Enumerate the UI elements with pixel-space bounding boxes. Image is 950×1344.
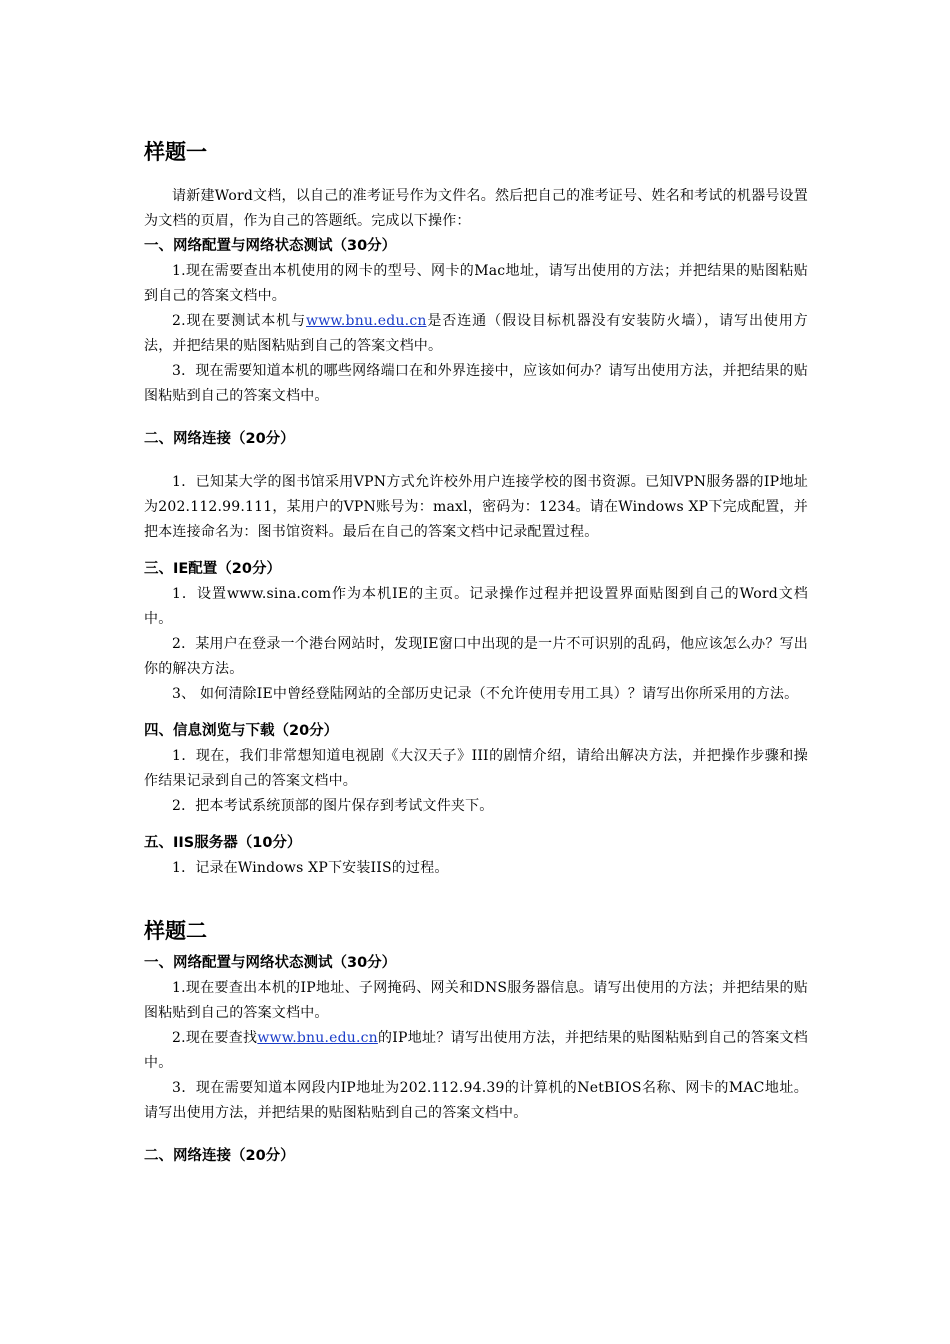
sample2-s1-q3: 3．现在需要知道本网段内IP地址为202.112.94.39的计算机的NetBIOS名称、网卡的MAC地址。请写出使用方法，并把结果的贴图粘贴到自己的答案文档中。: [144, 1080, 808, 1121]
sample1-s2-q1: 1．已知某大学的图书馆采用VPN方式允许校外用户连接学校的图书资源。已知VPN服务器的IP地址为202.112.99.111，某用户的VPN账号为：maxl，密码为：1234。请在Windows XP下完成配置，并把本连接命名为：图书馆资料。最后在自己的答案文档中记录配置过程。: [144, 474, 808, 540]
document-page: [144, 132, 808, 1169]
bnu-link[interactable]: www.bnu.edu.cn: [306, 313, 427, 329]
sample1-s5-q1: 1．记录在Windows XP下安装IIS的过程。: [172, 860, 449, 876]
sample1-s3-q3: 3、 如何清除IE中曾经登陆网站的全部历史记录（不允许使用专用工具）？请写出你所采用的方法。: [172, 686, 799, 702]
sample1-s1-q2-post: 是否连通（假设目标机器没有安装防火墙），请写出使用方法，并把结果的贴图粘贴到自己的答案文档中。: [144, 313, 808, 354]
sample1-s1-q1: 1.现在需要查出本机使用的网卡的型号、网卡的Mac地址，请写出使用的方法；并把结果的贴图粘贴到自己的答案文档中。: [144, 263, 808, 304]
sample1-s3-heading: 三、IE配置（20分）: [144, 561, 281, 577]
sample2-s1-q2-pre: 2.现在要查找: [172, 1030, 258, 1046]
sample2-s1-q2: [144, 1026, 808, 1076]
sample1-s3-q1: 1．设置www.sina.com作为本机IE的主页。记录操作过程并把设置界面贴图到自己的Word文档中。: [144, 586, 808, 627]
sample2-s1-q1: 1.现在要查出本机的IP地址、子网掩码、网关和DNS服务器信息。请写出使用的方法；并把结果的贴图粘贴到自己的答案文档中。: [144, 980, 808, 1021]
sample2-s1-heading: 一、网络配置与网络状态测试（30分）: [144, 955, 397, 971]
sample1-s5-heading: 五、IIS服务器（10分）: [144, 835, 302, 851]
sample1-s1-q2: [144, 309, 808, 359]
sample2-s1-q2-post: 的IP地址？请写出使用方法，并把结果的贴图粘贴到自己的答案文档中。: [144, 1030, 808, 1071]
sample2-s2-heading: 二、网络连接（20分）: [144, 1148, 295, 1164]
sample1-s4-q2: 2．把本考试系统顶部的图片保存到考试文件夹下。: [172, 798, 494, 814]
sample1-s4-heading: 四、信息浏览与下载（20分）: [144, 723, 339, 739]
sample1-intro: 请新建Word文档，以自己的准考证号作为文件名。然后把自己的准考证号、姓名和考试的机器号设置为文档的页眉，作为自己的答题纸。完成以下操作：: [144, 188, 808, 229]
sample2-title: 样题二: [144, 919, 207, 943]
sample1-title: 样题一: [144, 140, 207, 164]
sample1-s1-heading: 一、网络配置与网络状态测试（30分）: [144, 238, 397, 254]
sample1-s4-q1: 1．现在，我们非常想知道电视剧《大汉天子》III的剧情介绍，请给出解决方法，并把操作步骤和操作结果记录到自己的答案文档中。: [144, 748, 808, 789]
sample1-s2-heading: 二、网络连接（20分）: [144, 431, 295, 447]
bnu-link-2[interactable]: www.bnu.edu.cn: [257, 1030, 378, 1046]
sample1-s3-q2: 2．某用户在登录一个港台网站时，发现IE窗口中出现的是一片不可识别的乱码，他应该怎么办？写出你的解决方法。: [144, 636, 808, 677]
sample1-s1-q2-pre: 2.现在要测试本机与: [172, 313, 307, 329]
sample1-s1-q3: 3．现在需要知道本机的哪些网络端口在和外界连接中，应该如何办？请写出使用方法，并把结果的贴图粘贴到自己的答案文档中。: [144, 363, 808, 404]
